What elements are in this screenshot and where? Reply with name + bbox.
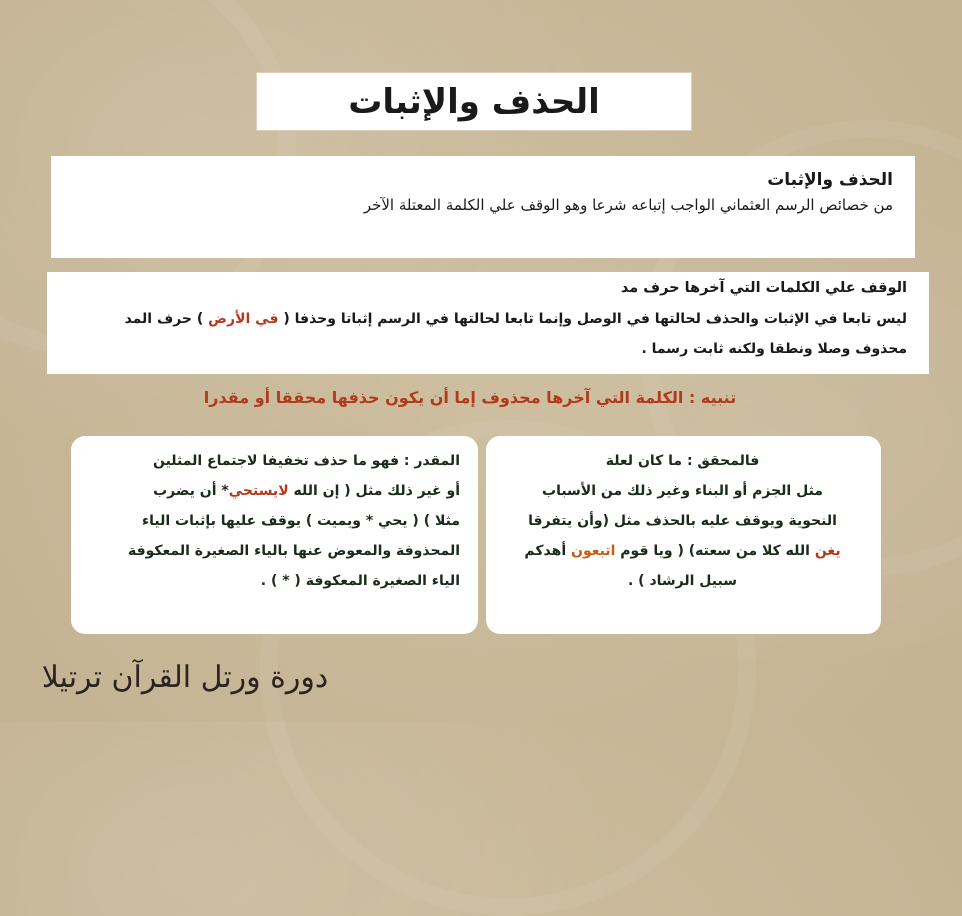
card-muqaddar-line1: المقدر : فهو ما حذف تخفيفا لاجتماع المثلين	[152, 453, 460, 469]
madd-box	[47, 272, 929, 374]
card-muqaddar-line3: مثلا ) ( يحي * ويميت ) يوقف عليها بإثبات الياء	[141, 513, 460, 529]
example-layastahyi: لايستحي	[228, 483, 289, 499]
madd-line2: محذوف وصلا ونطقا ولكنه ثابت رسما .	[641, 341, 907, 357]
madd-line1-start: ليس تابعا في الإثبات والحذف لحالتها في الوصل وإنما تابعا لحالتها في الرسم إثباتا وحذفا (	[283, 311, 907, 327]
card-muhaqqaq-line1: فالمحقق : ما كان لعلة	[605, 453, 760, 469]
slide-title	[256, 72, 692, 131]
card-muhaqqaq-line3: النحوية ويوقف عليه بالحذف مثل (وأن يتفرقا	[528, 513, 837, 529]
definition-box	[51, 156, 915, 258]
card-muqaddar-line2-start: أو غير ذلك مثل ( إن الله	[288, 483, 460, 499]
card-muqaddar	[71, 436, 478, 634]
card-muhaqqaq-line2: مثل الجزم أو البناء وغير ذلك من الأسباب	[542, 483, 823, 499]
card-muhaqqaq-line4-end: أهدكم	[524, 543, 572, 559]
card-muhaqqaq	[486, 436, 881, 634]
note-text: تنبيه : الكلمة التي آخرها محذوف إما أن يكون حذفها محققا أو مقدرا	[203, 388, 737, 407]
example-ittabiun: اتبعون	[571, 543, 616, 559]
course-footer: دورة ورتل القرآن ترتيلا	[41, 660, 329, 695]
definition-text: من خصائص الرسم العثماني الواجب إتباعه شرعا وهو الوقف علي الكلمة المعتلة الآخر	[363, 196, 893, 214]
example-yughni: يغن	[814, 543, 841, 559]
madd-example: في الأرض	[203, 311, 284, 327]
card-muhaqqaq-line5: سبيل الرشاد ) .	[627, 573, 737, 589]
slide-title-text: الحذف والإثبات	[348, 81, 600, 122]
card-muhaqqaq-line4	[502, 536, 863, 566]
card-muqaddar-line5: الياء الصغيرة المعكوفة ( * ) .	[260, 573, 460, 589]
card-muqaddar-line2-end: * أن يضرب	[153, 483, 229, 499]
card-muqaddar-line2	[87, 476, 460, 506]
madd-text	[67, 304, 907, 364]
card-muhaqqaq-line4-mid: الله كلا من سعته) ( ويا قوم	[615, 543, 815, 559]
definition-heading: الحذف والإثبات	[767, 170, 893, 190]
madd-line1-end: ) حرف المد	[124, 311, 204, 327]
madd-heading: الوقف علي الكلمات التي آخرها حرف مد	[620, 280, 907, 296]
card-muqaddar-line4: المحذوفة والمعوض عنها بالياء الصغيرة المعكوفة	[127, 543, 460, 559]
